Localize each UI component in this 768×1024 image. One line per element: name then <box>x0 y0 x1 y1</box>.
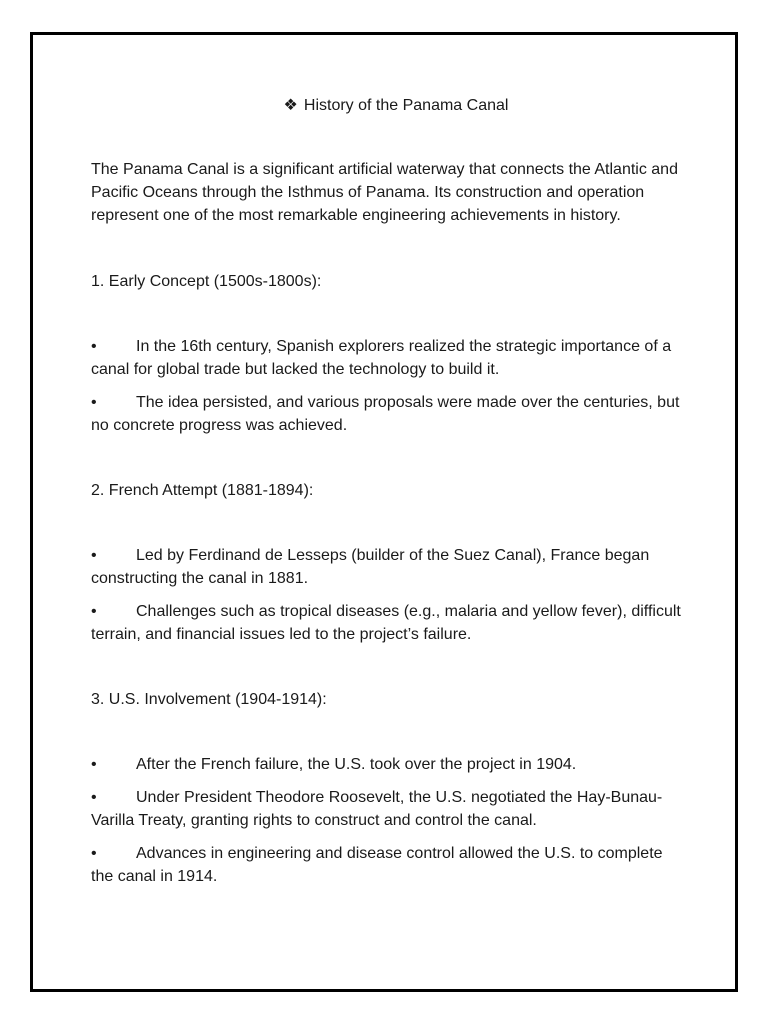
list-item <box>91 600 685 646</box>
list-item <box>91 391 685 437</box>
section-heading: 3. U.S. Involvement (1904-1914): <box>91 691 327 708</box>
document-title-text: History of the Panama Canal <box>303 97 509 114</box>
document-title <box>91 94 701 117</box>
list-item <box>91 753 685 776</box>
list-item <box>91 842 685 888</box>
bullet-icon: • <box>91 338 97 355</box>
diamond-bullet-icon: ❖ <box>283 97 298 114</box>
list-item <box>91 544 685 590</box>
section-heading: 2. French Attempt (1881-1894): <box>91 482 314 499</box>
bullet-icon: • <box>91 547 97 564</box>
list-item-text: After the French failure, the U.S. took over the project in 1904. <box>136 756 577 773</box>
list-item-text: Advances in engineering and disease control allowed the U.S. to complete the canal in 1914. <box>91 845 663 885</box>
list-item-text: In the 16th century, Spanish explorers realized the strategic importance of a canal for global trade but lacked the technology to build it. <box>91 338 672 378</box>
bullet-icon: • <box>91 756 97 773</box>
list-item-text: The idea persisted, and various proposals were made over the centuries, but no concrete progress was achieved. <box>91 394 680 434</box>
list-item-text: Challenges such as tropical diseases (e.g., malaria and yellow fever), difficult terrain, and financial issues led to the project’s failure. <box>91 603 681 643</box>
document-body <box>91 94 685 930</box>
list-item-text: Under President Theodore Roosevelt, the U.S. negotiated the Hay-Bunau-Varilla Treaty, granting rights to construct and control the canal. <box>91 789 663 829</box>
bullet-icon: • <box>91 603 97 620</box>
bullet-list <box>91 753 685 888</box>
bullet-icon: • <box>91 789 97 806</box>
bullet-list <box>91 544 685 646</box>
intro-paragraph: The Panama Canal is a significant artificial waterway that connects the Atlantic and Pacific Oceans through the Isthmus of Panama. Its construction and operation represent one of the most remarkable engineering achievements in history. <box>91 161 678 224</box>
bullet-list <box>91 335 685 437</box>
list-item <box>91 786 685 832</box>
bullet-icon: • <box>91 845 97 862</box>
list-item-text: Led by Ferdinand de Lesseps (builder of the Suez Canal), France began constructing the canal in 1881. <box>91 547 650 587</box>
document-page <box>30 32 738 992</box>
bullet-icon: • <box>91 394 97 411</box>
list-item <box>91 335 685 381</box>
section-heading: 1. Early Concept (1500s-1800s): <box>91 273 322 290</box>
